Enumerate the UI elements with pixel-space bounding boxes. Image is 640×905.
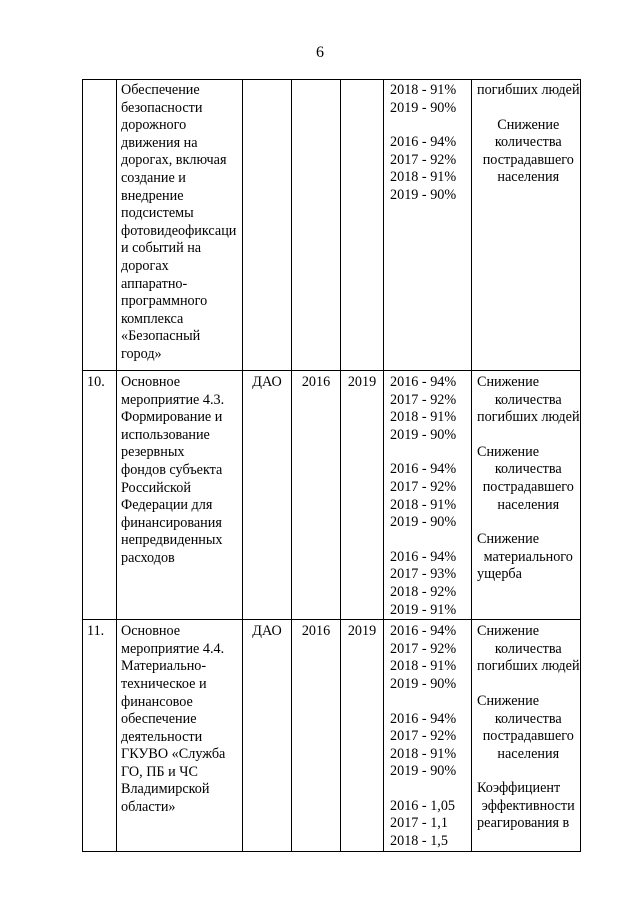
target-value: 2016 - 94% (390, 623, 457, 640)
measure-name-line: аппаратно- (121, 275, 188, 292)
year-start: 2016 (292, 620, 341, 852)
measure-name-line: резервных (121, 444, 185, 461)
measure-name-line: Основное (121, 623, 181, 640)
value-block (390, 798, 471, 851)
program-measures-table (82, 79, 581, 852)
measure-name-line: фондов субъекта (121, 461, 223, 478)
indicator-line: пострадавшего (482, 151, 574, 168)
measure-name-line: дорогах (121, 257, 169, 274)
target-value: 2019 - 90% (390, 675, 457, 692)
measure-name-line: использование (121, 426, 210, 443)
measure-name-line: дорогах, включая (121, 152, 227, 169)
measure-name-line: внедрение (121, 187, 184, 204)
measure-name-line: мероприятие 4.3. (121, 391, 225, 408)
year-end: 2019 (341, 620, 384, 852)
measure-name-line: безопасности (121, 99, 203, 116)
indicator-line: эффективности (481, 797, 575, 814)
measure-name-line: программного (121, 293, 208, 310)
executor: ДАО (243, 620, 292, 852)
indicator-block (477, 82, 580, 100)
indicator-line: Снижение (477, 374, 540, 390)
measure-name-line: непредвиденных (121, 532, 223, 549)
target-value: 2019 - 90% (390, 514, 457, 531)
indicator-line: реагирования в (477, 815, 570, 832)
target-value: 2017 - 92% (390, 728, 457, 745)
target-value: 2018 - 91% (390, 169, 457, 186)
indicator-line: пострадавшего (482, 728, 574, 745)
table-row (83, 620, 581, 852)
table-row (83, 371, 581, 620)
value-block (390, 134, 471, 204)
measure-name-line: Материально- (121, 658, 207, 675)
measure-name-line: и событий на (121, 240, 202, 257)
target-value: 2016 - 94% (390, 710, 457, 727)
indicator-block (477, 531, 580, 584)
measure-name-line: подсистемы (121, 205, 194, 222)
target-value: 2019 - 90% (390, 186, 457, 203)
indicator (472, 80, 581, 371)
target-values (384, 80, 472, 371)
target-value: 2018 - 91% (390, 658, 457, 675)
executor: ДАО (243, 371, 292, 620)
target-value: 2017 - 92% (390, 478, 457, 495)
target-value: 2016 - 94% (390, 134, 457, 151)
target-value: 2018 - 1,5 (390, 833, 448, 850)
indicator-line: населения (497, 169, 560, 186)
measure-name-line: ГКУВО «Служба (121, 746, 226, 763)
indicator-line: Снижение (477, 692, 540, 709)
indicator-line: ущерба (477, 566, 522, 583)
measure-name-line: обеспечение (121, 711, 197, 728)
indicator-line: количества (494, 134, 562, 151)
page-number: 6 (316, 44, 324, 61)
indicator-block (477, 444, 580, 514)
indicator-line: количества (494, 461, 562, 478)
value-block (390, 711, 471, 781)
indicator-line: Снижение (497, 116, 560, 133)
measure-name-line: создание и (121, 169, 186, 186)
target-value: 2018 - 91% (390, 82, 457, 98)
target-value: 2017 - 92% (390, 640, 457, 657)
indicator-line: Снижение (477, 623, 540, 640)
measure-name-line: Российской (121, 479, 191, 496)
target-value: 2019 - 90% (390, 426, 457, 443)
target-value: 2018 - 92% (390, 583, 457, 600)
target-value: 2017 - 92% (390, 391, 457, 408)
measure-name-line: расходов (121, 549, 175, 566)
indicator-block (477, 623, 580, 676)
measure-name-line: комплекса (121, 310, 184, 327)
target-value: 2016 - 1,05 (390, 797, 456, 814)
measure-name-line: Основное (121, 374, 181, 390)
measure-name-line: ГО, ПБ и ЧС (121, 763, 198, 780)
target-values (384, 371, 472, 620)
row-number (83, 80, 117, 371)
measure-name-line: Федерации для (121, 497, 213, 514)
value-block (390, 374, 471, 444)
measure-name-line: Владимирской (121, 781, 210, 798)
target-value: 2018 - 91% (390, 409, 457, 426)
measure-name-line: город» (121, 345, 162, 362)
indicator-line: количества (494, 640, 562, 657)
target-value: 2019 - 90% (390, 763, 457, 780)
indicator-line: погибших людей (477, 658, 580, 675)
executor (243, 80, 292, 371)
target-value: 2019 - 90% (390, 99, 457, 116)
measure-name-line: движения на (121, 134, 198, 151)
year-end (341, 80, 384, 371)
indicator-line: материального (483, 548, 573, 565)
target-values (384, 620, 472, 852)
measure-name-line: финансирования (121, 514, 222, 531)
indicator-line: количества (494, 710, 562, 727)
indicator-line: Снижение (477, 531, 540, 548)
target-value: 2019 - 91% (390, 601, 457, 618)
target-value: 2017 - 92% (390, 151, 457, 168)
indicator-block (477, 374, 580, 427)
target-value: 2017 - 93% (390, 566, 457, 583)
year-start: 2016 (292, 371, 341, 620)
value-block (390, 623, 471, 693)
indicator-line: погибших людей (477, 82, 580, 98)
target-value: 2016 - 94% (390, 374, 457, 390)
indicator (472, 371, 581, 620)
indicator-block (477, 117, 580, 187)
target-value: 2016 - 94% (390, 548, 457, 565)
table-row (83, 80, 581, 371)
measure-name-line: техническое и (121, 675, 207, 692)
measure-name (117, 620, 243, 852)
indicator-block (477, 693, 580, 763)
row-number: 10. (83, 371, 117, 620)
measure-name-line: финансовое (121, 693, 193, 710)
measure-name (117, 371, 243, 620)
measure-name-line: области» (121, 799, 176, 816)
indicator-line: погибших людей (477, 409, 580, 426)
target-value: 2016 - 94% (390, 461, 457, 478)
year-end: 2019 (341, 371, 384, 620)
measure-name-line: «Безопасный (121, 328, 201, 345)
indicator-line: количества (494, 391, 562, 408)
indicator-line: населения (497, 496, 560, 513)
target-value: 2017 - 1,1 (390, 815, 448, 832)
year-start (292, 80, 341, 371)
target-value: 2018 - 91% (390, 745, 457, 762)
measure-name-line: дорожного (121, 117, 187, 134)
measure-name-line: фотовидеофиксаци (121, 222, 237, 239)
measure-name-line: мероприятие 4.4. (121, 640, 225, 657)
indicator-block (477, 780, 580, 833)
measure-name-line: деятельности (121, 728, 203, 745)
target-value: 2018 - 91% (390, 496, 457, 513)
measure-name-line: Обеспечение (121, 82, 200, 98)
measure-name (117, 80, 243, 371)
indicator-line: населения (497, 745, 560, 762)
indicator (472, 620, 581, 852)
indicator-line: Снижение (477, 443, 540, 460)
measure-name-line: Формирование и (121, 409, 223, 426)
value-block (390, 549, 471, 619)
value-block (390, 461, 471, 531)
indicator-line: пострадавшего (482, 478, 574, 495)
row-number: 11. (83, 620, 117, 852)
value-block (390, 82, 471, 117)
indicator-line: Коэффициент (477, 780, 561, 797)
